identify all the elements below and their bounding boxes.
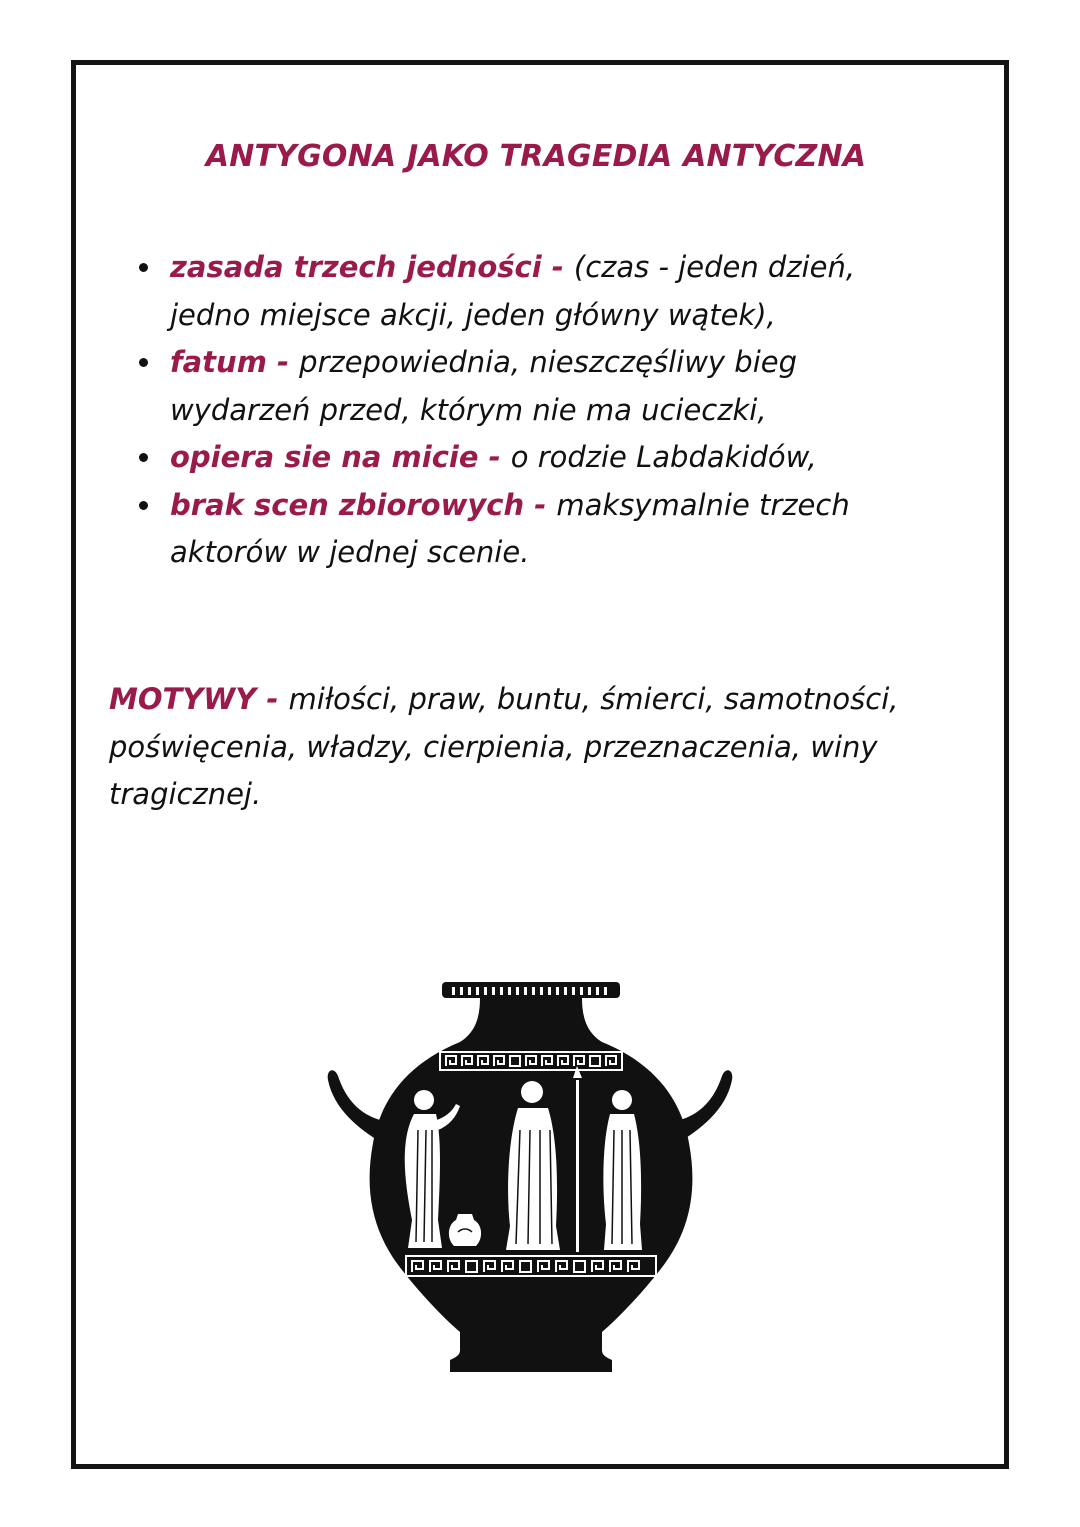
meander-band-bottom — [406, 1256, 656, 1276]
motifs-text: miłości, praw, buntu, śmierci, samotności, poświęcenia, władzy, cierpienia, przeznaczenia, winy tragicznej. — [109, 682, 899, 811]
vase-rim — [442, 982, 620, 998]
term-label — [170, 250, 574, 284]
meander-band-top — [440, 1052, 622, 1070]
term-text: brak scen zbiorowych — [170, 487, 525, 522]
term-separator: - — [541, 250, 574, 284]
term-separator: - — [524, 487, 557, 522]
term-separator: - — [266, 345, 300, 379]
term-description: (czas - jeden dzień, jedno miejsce akcji, jeden główny wątek), — [170, 250, 856, 332]
motifs-label — [109, 682, 289, 716]
list-item — [134, 244, 914, 339]
term-description: przepowiednia, nieszczęśliwy bieg wydarzeń przed, którym nie ma ucieczki, — [170, 345, 798, 427]
motifs-term: MOTYWY — [109, 682, 257, 716]
vase-handle-left — [328, 1070, 384, 1144]
list-item — [134, 339, 914, 434]
bullet-icon — [139, 263, 148, 272]
term-text: zasada trzech jedności — [170, 250, 542, 284]
motifs-paragraph — [109, 676, 979, 819]
term-label — [170, 440, 511, 474]
motifs-separator: - — [256, 682, 289, 716]
greek-vase-icon — [320, 980, 760, 1385]
features-list — [134, 244, 914, 577]
term-separator: - — [478, 440, 511, 474]
list-item — [134, 434, 914, 482]
bullet-icon — [139, 453, 148, 462]
list-item — [134, 482, 914, 577]
term-label — [170, 345, 299, 379]
term-text: opiera sie na micie — [170, 440, 479, 474]
term-text: fatum — [170, 345, 267, 379]
term-description: maksymalnie trzech aktorów w jednej scenie. — [170, 487, 850, 569]
vase-handle-right — [676, 1070, 732, 1144]
page-title: ANTYGONA JAKO TRAGEDIA ANTYCZNA — [205, 139, 867, 174]
term-label — [170, 488, 556, 522]
bullet-icon — [139, 358, 148, 367]
term-description: o rodzie Labdakidów, — [510, 440, 817, 474]
bullet-icon — [139, 501, 148, 510]
